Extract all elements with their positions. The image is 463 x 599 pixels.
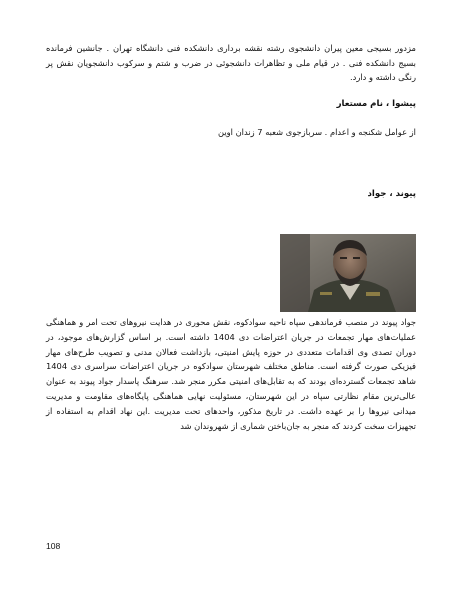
paragraph-pishva: از عوامل شکنجه و اعدام . سربازجوی شعبه 7 زندان اوین [218,127,416,137]
paragraph-peyvand: جواد پیوند در منصب فرماندهی سپاه ناحیه سوادکوه، نقش محوری در هدایت نیروهای تحت امر و هماهنگی عملیات‌های مهار تجمعات در جریان اعتراضات دی 1404 داشته است. بر اساس گزارش‌های موجود، در دوران تصدی وی اقدامات متعددی در حوزه پایش امنیتی، بازداشت فعالان مدنی و تصویب طرح‌های مهار فیزیکی صورت گرفته است. مناطق مختلف شهرستان سوادکوه در جریان اعتراضات سراسری دی 1404 شاهد تجمعات گسترده‌ای بودند که به تقابل‌های امنیتی مکرر منجر شد. سرهنگ پاسدار جواد پیوند به عنوان عالی‌ترین مقام نظارتی سپاه در این شهرستان، مسئولیت نهایی هماهنگی پایگاه‌های مقاومت و مدیریت میدانی نیروها را بر عهده داشت. در تاریخ مذکور، واحدهای تحت مدیریت .این نهاد اقدام به استفاده از تجهیزات سخت کردند که منجر به جان‌باختن شماری از شهروندان شد [46,317,416,431]
heading-pishva: پیشوا ، نام مستعار [336,99,416,109]
heading-peyvand: پیوند ، جواد [367,189,416,199]
paragraph-pirān: مزدور بسیجی معین پیران دانشجوی رشته نقشه برداری دانشکده فنی دانشگاه تهران . جانشین فرمانده بسیج دانشکده فنی . در قیام ملی و تظاهرات دانشجوئی در ضرب و شتم و سرکوب دانشجویان نقش پر رنگی داشته و دارد. [46,43,416,83]
page-number: 108 [46,541,61,551]
portrait-photo [280,234,416,312]
